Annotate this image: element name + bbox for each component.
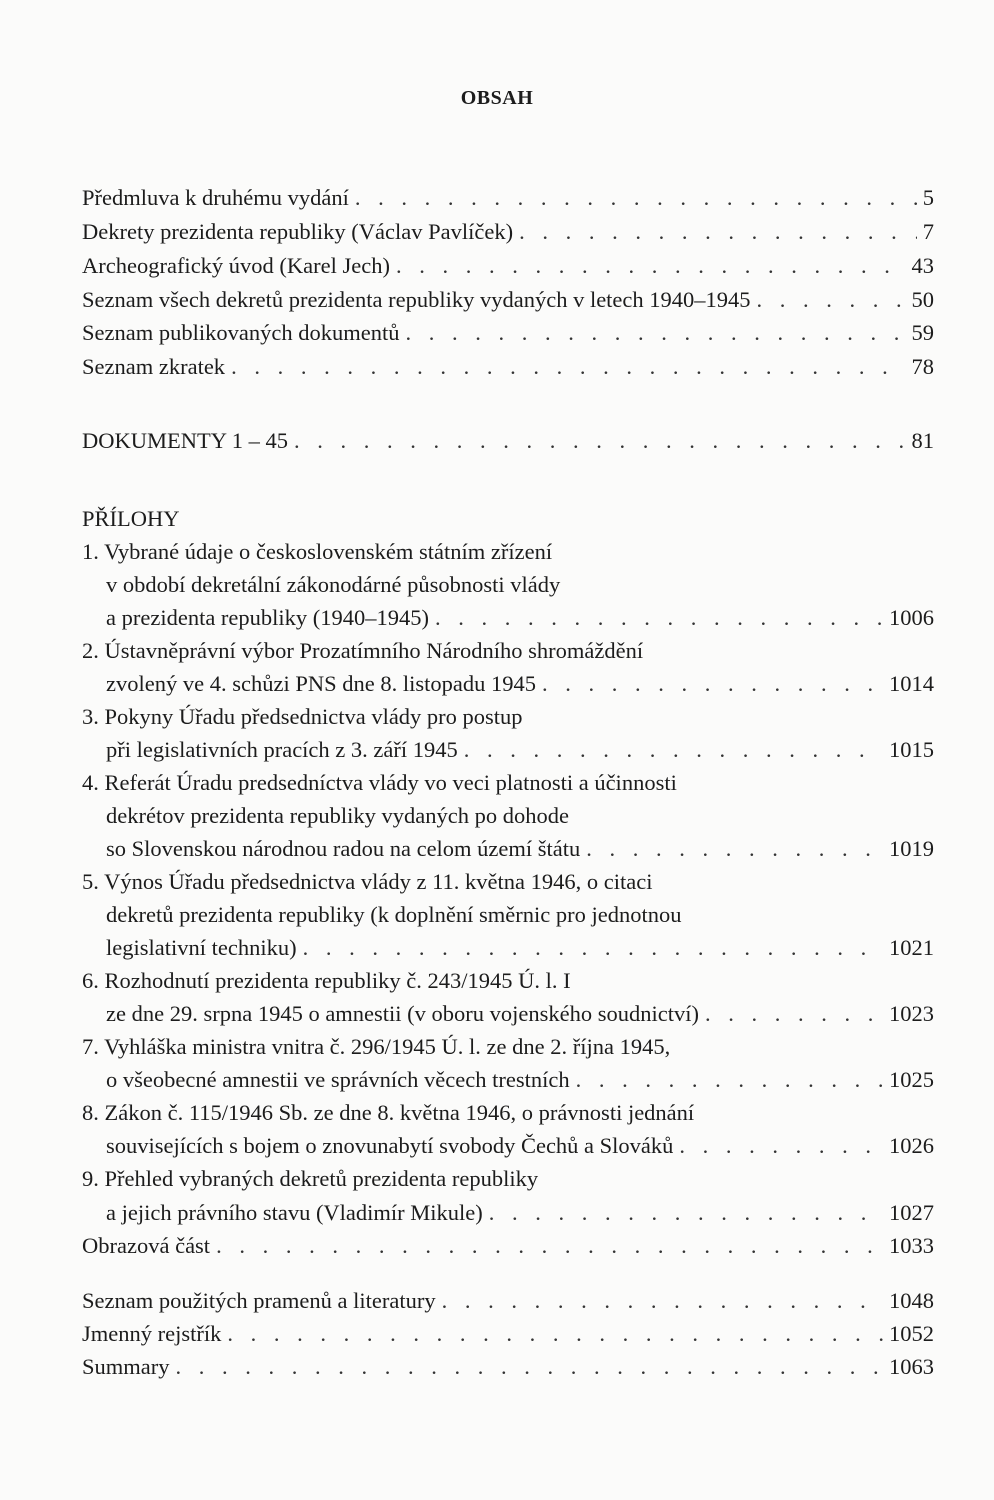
appendix-line: 2. Ústavněprávní výbor Prozatímního Národního shromáždění xyxy=(82,638,644,663)
toc-entry: Seznam všech dekretů prezidenta republiky vydaných v letech 1940–1945 . . . 50 xyxy=(82,286,934,314)
toc-entry: Archeografický úvod (Karel Jech) . . . 43 xyxy=(82,252,934,280)
dot-leader xyxy=(405,319,905,347)
page-number: 1019 xyxy=(889,836,934,861)
appendix-line: 1. Vybrané údaje o československém státním zřízení xyxy=(82,539,553,564)
page-title: OBSAH xyxy=(460,87,534,109)
toc-entry: a jejich právního stavu (Vladimír Mikule) . . . 1027 xyxy=(106,1199,934,1227)
appendix-line: 5. Výnos Úřadu předsednictva vlády z 11. května 1946, o citaci xyxy=(82,869,653,894)
dot-leader xyxy=(542,670,883,698)
toc-entry: o všeobecné amnestii ve správních věcech trestních . . . 1025 xyxy=(106,1066,934,1094)
page-number: 1025 xyxy=(889,1067,934,1092)
page-number: 1052 xyxy=(889,1321,934,1346)
dot-leader xyxy=(519,218,917,246)
toc-entry: so Slovenskou národnou radou na celom území štátu . . . 1019 xyxy=(106,835,934,863)
dot-leader xyxy=(227,1320,883,1348)
appendix-line: 3. Pokyny Úřadu předsednictva vlády pro postup xyxy=(82,704,523,729)
dot-leader xyxy=(231,353,905,381)
dot-leader xyxy=(464,736,883,764)
appendix-line: 7. Vyhláška ministra vnitra č. 296/1945 Ú. l. ze dne 2. října 1945, xyxy=(82,1034,671,1059)
page-number: 50 xyxy=(911,287,934,312)
toc-entry: legislativní techniku) . . . 1021 xyxy=(106,934,934,962)
dot-leader xyxy=(576,1066,883,1094)
page-number: 78 xyxy=(911,354,934,379)
toc-entry: Seznam použitých pramenů a literatury . . . 1048 xyxy=(82,1287,934,1315)
appendix-line: dekrétov prezidenta republiky vydaných po dohode xyxy=(106,803,569,828)
toc-entry-documents: DOKUMENTY 1 – 45 . . . 81 xyxy=(82,427,934,455)
page-number: 81 xyxy=(911,428,934,453)
toc-entry: souvisejících s bojem o znovunabytí svobody Čechů a Slováků . . . 1026 xyxy=(106,1132,934,1160)
appendix-line: 6. Rozhodnutí prezidenta republiky č. 243/1945 Ú. l. I xyxy=(82,968,571,993)
page-number: 59 xyxy=(911,320,934,345)
dot-leader xyxy=(435,604,883,632)
dot-leader xyxy=(176,1353,884,1381)
toc-entry: Summary . . . 1063 xyxy=(82,1353,934,1381)
appendix-line: 8. Zákon č. 115/1946 Sb. ze dne 8. května 1946, o právnosti jednání xyxy=(82,1100,695,1125)
dot-leader xyxy=(586,835,883,863)
dot-leader xyxy=(303,934,883,962)
dot-leader xyxy=(442,1287,883,1315)
toc-entry: Předmluva k druhému vydání . . . 5 xyxy=(82,184,934,212)
page-number: 43 xyxy=(911,253,934,278)
toc-entry: při legislativních pracích z 3. září 1945 . . . 1015 xyxy=(106,736,934,764)
dot-leader xyxy=(679,1132,883,1160)
page-number: 1021 xyxy=(889,935,934,960)
page-number: 1006 xyxy=(889,605,934,630)
page-number: 7 xyxy=(922,219,934,244)
dot-leader xyxy=(705,1000,883,1028)
dot-leader xyxy=(396,252,906,280)
page-number: 1015 xyxy=(889,737,934,762)
toc-entry: zvolený ve 4. schůzi PNS dne 8. listopadu 1945 . . . 1014 xyxy=(106,670,934,698)
toc-entry: ze dne 29. srpna 1945 o amnestii (v oboru vojenského soudnictví) . . . 1023 xyxy=(106,1000,934,1028)
page-number: 1026 xyxy=(889,1133,934,1158)
dot-leader xyxy=(355,184,917,212)
dot-leader xyxy=(294,427,905,455)
page-number: 1063 xyxy=(889,1354,934,1379)
appendix-line: 4. Referát Úradu predsedníctva vlády vo veci platnosti a účinnosti xyxy=(82,770,677,795)
dot-leader xyxy=(489,1199,883,1227)
dot-leader xyxy=(216,1232,883,1260)
toc-entry: Obrazová část . . . 1033 xyxy=(82,1232,934,1260)
toc-entry: a prezidenta republiky (1940–1945) . . . 1006 xyxy=(106,604,934,632)
section-heading: PŘÍLOHY xyxy=(82,506,180,531)
page-number: 1014 xyxy=(889,671,934,696)
page-number: 1033 xyxy=(889,1233,934,1258)
toc-entry: Seznam publikovaných dokumentů . . . 59 xyxy=(82,319,934,347)
dot-leader xyxy=(757,286,906,314)
toc-entry: Seznam zkratek . . . 78 xyxy=(82,353,934,381)
toc-entry: Jmenný rejstřík . . . 1052 xyxy=(82,1320,934,1348)
toc-entry: Dekrety prezidenta republiky (Václav Pavlíček) . . . 7 xyxy=(82,218,934,246)
appendix-line: v období dekretální zákonodárné působnosti vlády xyxy=(106,572,561,597)
page-number: 1023 xyxy=(889,1001,934,1026)
page-number: 1048 xyxy=(889,1288,934,1313)
page-number: 5 xyxy=(922,185,934,210)
page-number: 1027 xyxy=(889,1200,934,1225)
appendix-line: dekretů prezidenta republiky (k doplnění směrnic pro jednotnou xyxy=(106,902,682,927)
appendix-line: 9. Přehled vybraných dekretů prezidenta republiky xyxy=(82,1166,539,1191)
